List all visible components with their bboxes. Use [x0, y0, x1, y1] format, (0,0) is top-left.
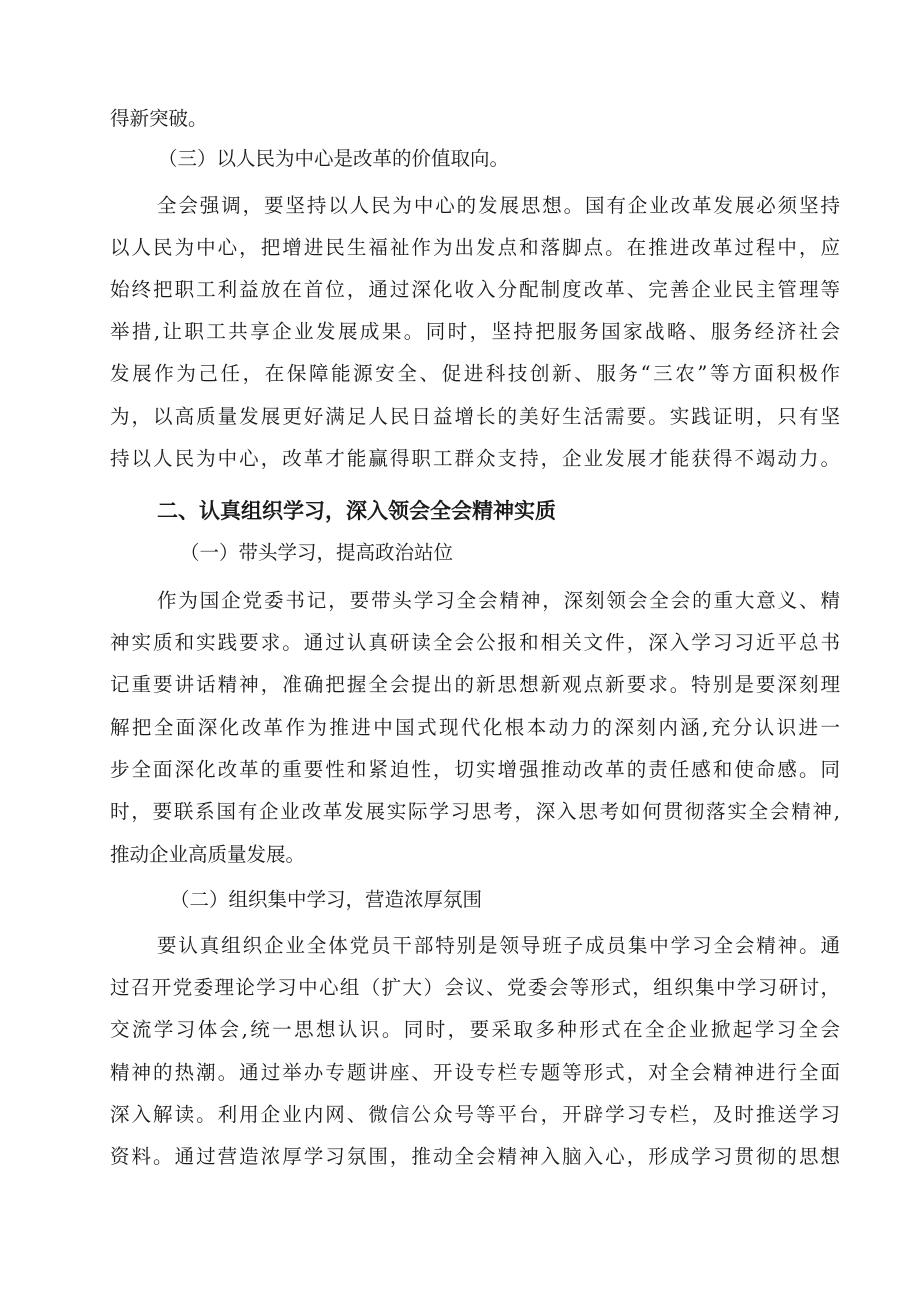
paragraph-line: 过召开党委理论学习中心组（扩大）会议、党委会等形式，组织集中学习研讨，: [110, 976, 840, 999]
paragraph-line: 精神的热潮。通过举办专题讲座、开设专栏专题等形式，对全会精神进行全面: [110, 1061, 840, 1084]
subheading-1: （一）带头学习，提高政治站位: [180, 541, 454, 564]
paragraph-line: 步全面深化改革的重要性和紧迫性，切实增强推动改革的责任感和使命感。同: [110, 758, 840, 781]
paragraph-line: 得新突破。: [110, 107, 208, 130]
paragraph-line: 举措,让职工共享企业发展成果。同时，坚持把服务国家战略、服务经济社会: [110, 320, 840, 343]
paragraph-line: 时，要联系国有企业改革发展实际学习思考，深入思考如何贯彻落实全会精神,: [110, 800, 840, 823]
section-heading: 二、认真组织学习，深入领会全会精神实质: [157, 499, 556, 523]
paragraph-line: 以人民为中心，把增进民生福祉作为出发点和落脚点。在推进改革过程中，应: [110, 236, 840, 259]
paragraph-line: 解把全面深化改革作为推进中国式现代化根本动力的深刻内涵,充分认识进一: [110, 716, 840, 739]
paragraph-line: 交流学习体会,统一思想认识。同时，要采取多种形式在全企业掀起学习全会: [110, 1018, 840, 1041]
paragraph-line: 始终把职工利益放在首位，通过深化收入分配制度改革、完善企业民主管理等: [110, 278, 840, 301]
paragraph-line: 推动企业高质量发展。: [110, 843, 306, 866]
paragraph-line: 记重要讲话精神，准确把握全会提出的新思想新观点新要求。特别是要深刻理: [110, 673, 840, 696]
paragraph-line: 神实质和实践要求。通过认真研读全会公报和相关文件，深入学习习近平总书: [110, 631, 840, 654]
paragraph-line: 要认真组织企业全体党员干部特别是领导班子成员集中学习全会精神。通: [157, 934, 840, 957]
subheading-3: （三）以人民为中心是改革的价值取向。: [158, 147, 510, 170]
subheading-2: （二）组织集中学习，营造浓厚氛围: [170, 888, 483, 911]
paragraph-line: 为，以高质量发展更好满足人民日益增长的美好生活需要。实践证明，只有坚: [110, 405, 840, 428]
paragraph-line: 作为国企党委书记，要带头学习全会精神，深刻领会全会的重大意义、精: [157, 589, 840, 612]
paragraph-line: 资料。通过营造浓厚学习氛围，推动全会精神入脑入心，形成学习贯彻的思想: [110, 1145, 840, 1168]
paragraph-line: 发展作为己任，在保障能源安全、促进科技创新、服务“三农”等方面积极作: [110, 362, 840, 385]
paragraph-line: 深入解读。利用企业内网、微信公众号等平台，开辟学习专栏，及时推送学习: [110, 1103, 840, 1126]
paragraph-line: 全会强调，要坚持以人民为中心的发展思想。国有企业改革发展必须坚持: [157, 194, 840, 217]
paragraph-line: 持以人民为中心，改革才能赢得职工群众支持，企业发展才能获得不竭动力。: [110, 447, 840, 470]
